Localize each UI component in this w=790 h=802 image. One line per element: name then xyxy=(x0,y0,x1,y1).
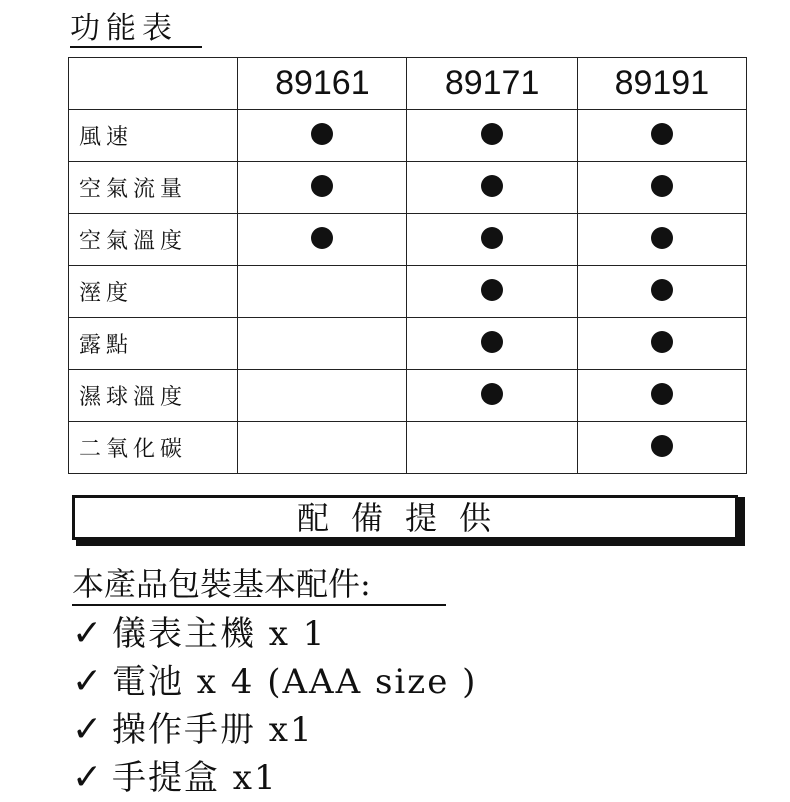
support-cell xyxy=(238,422,407,474)
support-cell xyxy=(577,266,746,318)
feature-label: 二氧化碳 xyxy=(69,422,238,474)
support-cell xyxy=(407,422,577,474)
support-cell xyxy=(577,110,746,162)
support-cell xyxy=(238,214,407,266)
support-cell xyxy=(238,318,407,370)
table-row xyxy=(69,214,747,266)
table-row xyxy=(69,110,747,162)
support-cell xyxy=(407,370,577,422)
support-cell xyxy=(407,214,577,266)
page-title: 功能表 xyxy=(70,11,178,46)
feature-label: 溼度 xyxy=(69,266,238,318)
check-mark-icon: ✓ xyxy=(72,709,103,750)
model-header: 89161 xyxy=(238,58,407,110)
check-mark-icon: ✓ xyxy=(72,757,103,798)
support-cell xyxy=(238,110,407,162)
feature-label: 露點 xyxy=(69,318,238,370)
table-row xyxy=(69,422,747,474)
table-row xyxy=(69,370,747,422)
accessory-text: 電池 x 4 (AAA size ) xyxy=(112,662,478,702)
support-cell xyxy=(407,318,577,370)
table-row xyxy=(69,162,747,214)
support-cell xyxy=(238,370,407,422)
support-dot-icon xyxy=(481,383,503,405)
support-dot-icon xyxy=(481,175,503,197)
check-mark-icon: ✓ xyxy=(72,613,103,654)
header-empty-cell xyxy=(69,58,238,110)
support-dot-icon xyxy=(311,175,333,197)
support-dot-icon xyxy=(481,279,503,301)
list-item xyxy=(72,658,477,706)
support-dot-icon xyxy=(651,383,673,405)
support-dot-icon xyxy=(311,123,333,145)
model-header: 89191 xyxy=(577,58,746,110)
support-cell xyxy=(238,162,407,214)
support-cell xyxy=(577,370,746,422)
model-header: 89171 xyxy=(407,58,577,110)
support-dot-icon xyxy=(311,227,333,249)
support-cell xyxy=(577,214,746,266)
table-row xyxy=(69,318,747,370)
accessory-text: 儀表主機 x 1 xyxy=(112,614,327,654)
feature-table xyxy=(68,57,747,474)
support-dot-icon xyxy=(651,175,673,197)
accessories-list xyxy=(72,610,477,802)
accessories-heading-colon: : xyxy=(360,565,371,603)
accessories-heading xyxy=(72,563,371,605)
accessories-banner: 配備提供 xyxy=(72,495,738,540)
support-dot-icon xyxy=(651,279,673,301)
feature-label: 空氣流量 xyxy=(69,162,238,214)
banner-shadow xyxy=(76,540,745,546)
list-item xyxy=(72,706,477,754)
accessory-text: 操作手册 x1 xyxy=(112,710,314,750)
table-row xyxy=(69,266,747,318)
support-cell xyxy=(577,422,746,474)
accessories-heading-underline xyxy=(72,604,446,606)
support-cell xyxy=(407,266,577,318)
list-item xyxy=(72,610,477,658)
support-cell xyxy=(238,266,407,318)
feature-label: 濕球溫度 xyxy=(69,370,238,422)
banner-shadow xyxy=(738,497,745,545)
table-header-row xyxy=(69,58,747,110)
feature-label: 空氣溫度 xyxy=(69,214,238,266)
support-dot-icon xyxy=(481,331,503,353)
support-dot-icon xyxy=(651,435,673,457)
support-dot-icon xyxy=(651,331,673,353)
title-underline xyxy=(70,46,202,48)
check-mark-icon: ✓ xyxy=(72,661,103,702)
support-dot-icon xyxy=(481,227,503,249)
support-cell xyxy=(577,162,746,214)
accessories-heading-text: 本產品包裝基本配件 xyxy=(72,565,361,603)
support-dot-icon xyxy=(651,123,673,145)
support-dot-icon xyxy=(651,227,673,249)
support-dot-icon xyxy=(481,123,503,145)
accessory-text: 手提盒 x1 xyxy=(112,758,278,798)
support-cell xyxy=(577,318,746,370)
support-cell xyxy=(407,162,577,214)
feature-label: 風速 xyxy=(69,110,238,162)
support-cell xyxy=(407,110,577,162)
